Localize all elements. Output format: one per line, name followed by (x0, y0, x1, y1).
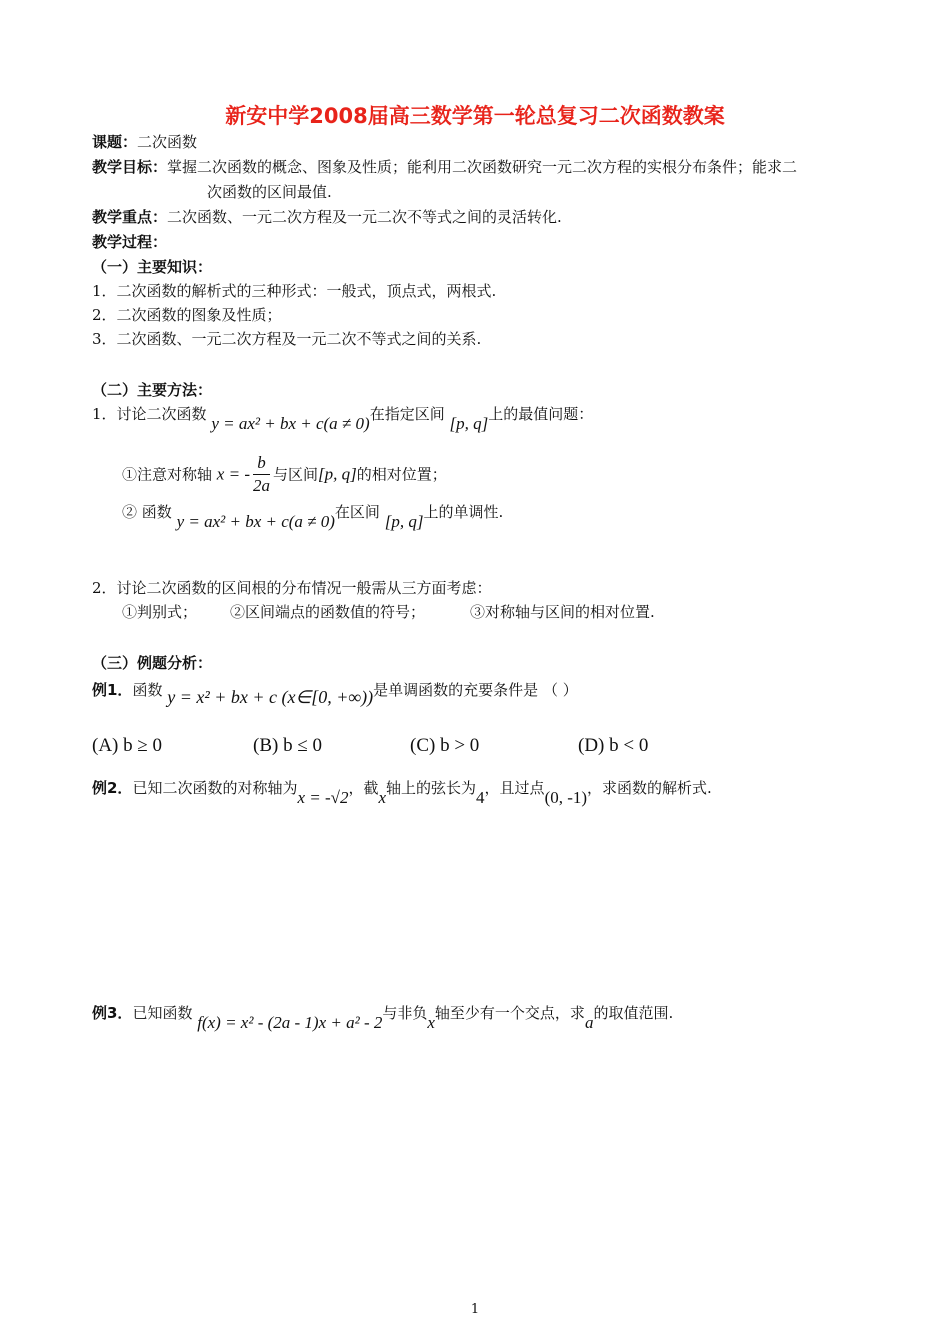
example1-prefix: 函数 (132, 681, 163, 699)
option-d: (D) b < 0 (578, 735, 649, 756)
section1-item-2: 2．二次函数的图象及性质； (92, 306, 282, 324)
example3-label: 例3． (92, 1004, 133, 1022)
example-1 (92, 679, 578, 707)
example2-text-3: 轴上的弦长为 (386, 779, 477, 797)
example3-text-1: 已知函数 (132, 1004, 193, 1022)
option-a: (A) b ≥ 0 (92, 735, 163, 756)
method1-sub2 (122, 502, 504, 531)
section1-heading: （一）主要知识： (92, 258, 213, 276)
option-c: (C) b > 0 (410, 735, 480, 756)
method1-prefix: 1．讨论二次函数 (92, 405, 207, 423)
example2-text-5: ，求函数的解析式. (587, 779, 712, 797)
goals-text-2: 次函数的区间最值. (207, 183, 332, 201)
sub2-prefix: ② 函数 (122, 503, 172, 521)
method1-mid: 在指定区间 (369, 405, 445, 423)
sub2-interval: [p, q] (384, 512, 424, 531)
example3-formula: f(x) = x² - (2a - 1)x + a² - 2 (197, 1013, 383, 1032)
axis-fraction (253, 452, 270, 497)
method1-formula: y = ax² + bx + c(a ≠ 0) (211, 414, 370, 433)
section2-heading: （二）主要方法： (92, 381, 213, 399)
example3-text-3: 轴至少有一个交点，求 (434, 1004, 585, 1022)
example1-label: 例1． (92, 681, 133, 699)
method2-point-1: ①判别式； (122, 603, 198, 621)
example1-suffix: 是单调函数的充要条件是 （ ） (373, 681, 578, 699)
option-b: (B) b ≤ 0 (253, 735, 323, 756)
goals-line (92, 157, 797, 177)
sub1-prefix: ①注意对称轴 (122, 465, 213, 484)
subject-text: 二次函数 (137, 133, 198, 151)
example2-label: 例2． (92, 779, 133, 797)
section1-item-3: 3．二次函数、一元二次方程及一元二次不等式之间的关系. (92, 330, 482, 348)
example2-axis: x = -√2 (297, 788, 349, 807)
section1-item-1: 1．二次函数的解析式的三种形式：一般式，顶点式，两根式. (92, 282, 497, 300)
example1-formula: y = x² + bx + c (x∈[0, +∞)) (167, 687, 374, 707)
example2-point: (0, -1) (544, 788, 588, 807)
focus-text: 二次函数、一元二次方程及一元二次不等式之间的灵活转化. (167, 208, 562, 226)
sub1-mid: 与区间 (272, 465, 318, 484)
example3-x: x (427, 1013, 435, 1032)
section3-heading: （三）例题分析： (92, 654, 213, 672)
example3-text-4: 的取值范围. (593, 1004, 674, 1022)
method1-interval: [p, q] (449, 414, 489, 433)
page-number: 1 (470, 1302, 480, 1317)
focus-line (92, 207, 562, 227)
example3-a: a (584, 1013, 594, 1032)
method1-suffix: 上的最值问题： (488, 405, 594, 423)
document-title: 新安中学2008届高三数学第一轮总复习二次函数教案 (225, 104, 725, 128)
sub2-suffix: 上的单调性. (423, 503, 504, 521)
example2-text-2: ，截 (348, 779, 379, 797)
example2-length: 4 (476, 788, 485, 807)
process-label: 教学过程： (92, 233, 168, 251)
subject-line (92, 132, 197, 152)
example2-x: x (378, 788, 387, 807)
example3-text-2: 与非负 (382, 1004, 428, 1022)
sub2-mid: 在区间 (334, 503, 380, 521)
goals-label: 教学目标： (92, 158, 168, 176)
fraction-denominator: 2a (252, 476, 270, 495)
section2-item-2: 2．讨论二次函数的区间根的分布情况一般需从三方面考虑： (92, 579, 492, 597)
section2-item-1 (92, 404, 594, 433)
method2-point-3: ③对称轴与区间的相对位置. (470, 603, 655, 621)
sub2-formula: y = ax² + bx + c(a ≠ 0) (176, 512, 335, 531)
axis-lhs: x = - (216, 464, 250, 484)
fraction-numerator: b (253, 452, 270, 475)
example-2 (92, 778, 712, 807)
example2-text-1: 已知二次函数的对称轴为 (132, 779, 298, 797)
sub1-interval: [p, q] (318, 464, 357, 484)
subject-label: 课题： (92, 133, 138, 151)
method2-point-2: ②区间端点的函数值的符号； (230, 603, 426, 621)
sub1-suffix: 的相对位置； (356, 465, 447, 484)
method1-sub1 (122, 452, 447, 497)
goals-text-1: 掌握二次函数的概念、图象及性质；能利用二次函数研究一元二次方程的实根分布条件；能求二 (167, 158, 798, 176)
example-3 (92, 1003, 674, 1032)
example2-text-4: ，且过点 (484, 779, 545, 797)
focus-label: 教学重点： (92, 208, 168, 226)
